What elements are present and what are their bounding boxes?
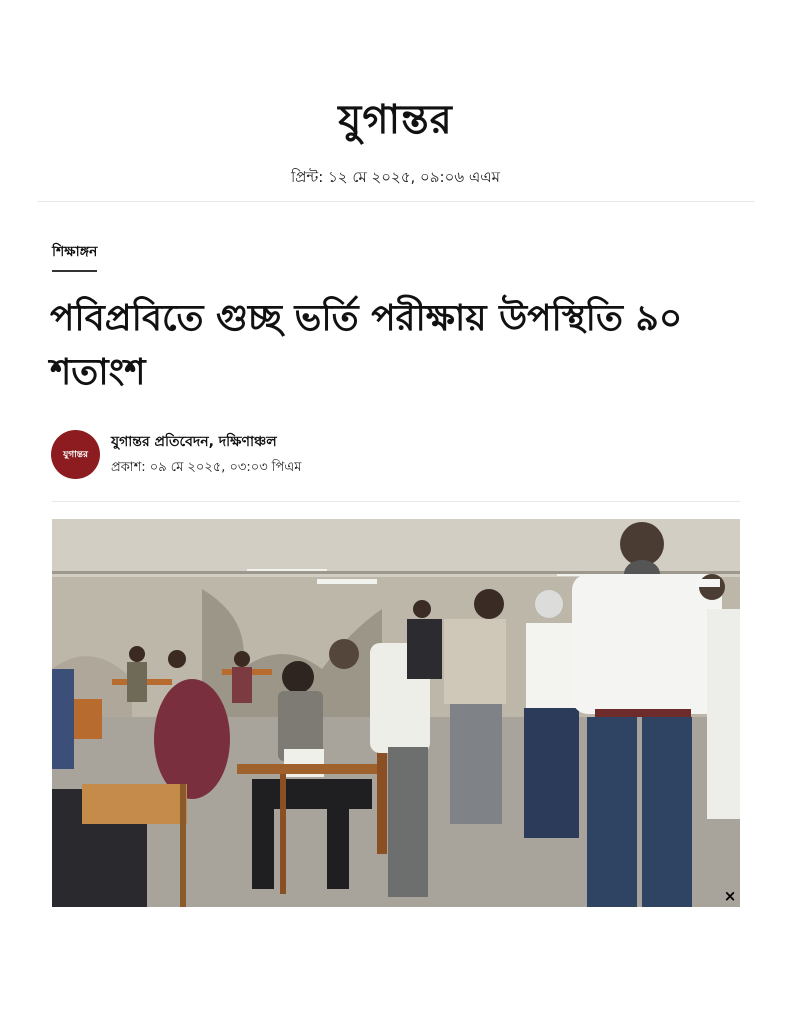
published-date: প্রকাশ: ০৯ মে ২০২৫, ০৩:০৩ পিএম <box>111 460 302 475</box>
article-photo <box>52 519 740 907</box>
article-headline: পবিপ্রবিতে গুচ্ছ ভর্তি পরীক্ষায় উপস্থিতি ৯০ শতাংশ <box>50 298 683 393</box>
close-icon[interactable]: × <box>723 887 737 905</box>
author-byline: যুগান্তর প্রতিবেদন, দক্ষিণাঞ্চল <box>111 434 277 450</box>
author-avatar: যুগান্তর <box>51 430 100 479</box>
category-link[interactable]: শিক্ষাঙ্গন <box>52 240 97 272</box>
print-timestamp: প্রিন্ট: ১২ মে ২০২৫, ০৯:০৬ এএম <box>290 168 501 186</box>
header-divider <box>38 201 754 202</box>
masthead-logo[interactable]: যুগান্তর <box>338 96 453 143</box>
byline-divider <box>52 501 740 502</box>
